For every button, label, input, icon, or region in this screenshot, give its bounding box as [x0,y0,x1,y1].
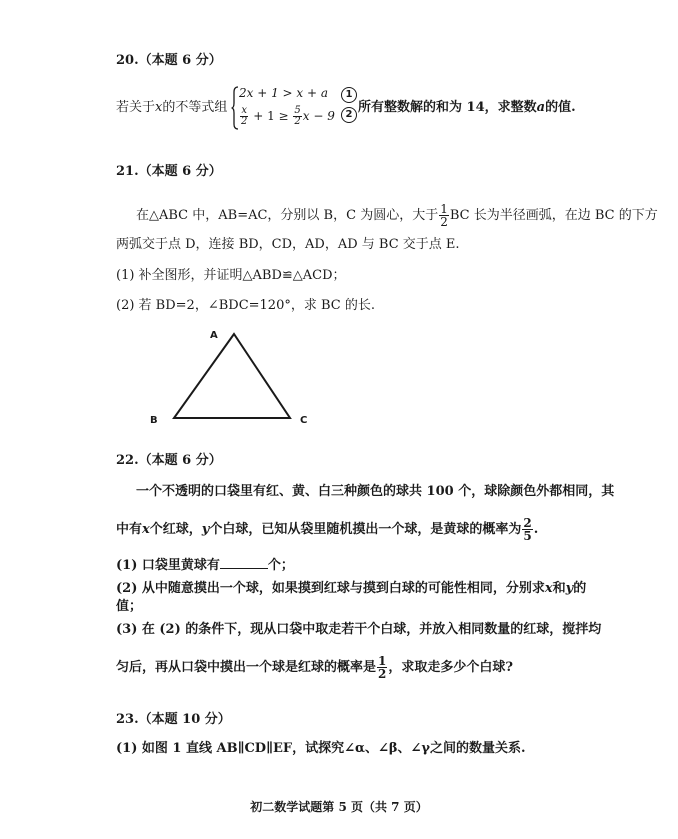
q22-part3: (3) 在 (2) 的条件下，现从口袋中取走若干个白球，并放入相同数量的红球，搅拌均 [116,622,602,637]
q21-line1-b: BC 长为半径画弧，在边 BC 的下方 [449,208,658,223]
q22-var-x: x [142,522,150,537]
q23-part1: (1) 如图 1 直线 AB∥CD∥EF，试探究∠α、∠β、∠γ之间的数量关系. [116,741,526,756]
q21-line2: 两弧交于点 D，连接 BD，CD，AD，AD 与 BC 交于点 E. [116,237,460,252]
q22-part3-c: ，求取走多少个白球? [388,660,513,675]
q22-prob2-num: 1 [378,654,387,668]
inequality-2 [239,106,335,127]
q21-line1 [136,203,658,228]
circled-one-icon: 1 [341,87,357,103]
q21-frac-num: 1 [440,202,448,216]
q22-part3-cont [116,655,513,680]
q22-prob-den: 5 [523,529,532,543]
q22-var-y: y [201,522,210,537]
eq2-frac2-den: 2 [294,116,301,127]
q20-var-a: a [536,100,546,115]
inequality-1: 2x + 1 > x + a [239,86,329,100]
eq2-mid: + 1 ≥ [253,109,289,123]
q20-stem-mid: 的不等式组 [162,100,228,115]
q21-part2: (2) 若 BD=2，∠BDC=120°，求 BC 的长. [116,298,375,313]
q21-line1-a: 在△ABC 中，AB=AC，分别以 B，C 为圆心，大于 [136,208,439,223]
q22-line2 [116,517,538,542]
eq2-frac2-num: 5 [294,105,301,116]
left-brace-icon [231,86,239,130]
inequality-system [231,86,341,130]
eq2-frac-num: x [241,105,247,116]
vertex-label-b: B [150,415,158,426]
q22-header: 22.（本题 6 分） [116,453,222,468]
q22-part2-y: y [565,581,574,596]
q21-frac-den: 2 [440,215,448,229]
q22-line2-a: 中有 [116,522,143,537]
eq2-tail: x − 9 [302,109,335,123]
q22-line2-c: 个白球，已知从袋里随机摸出一个球，是黄球的概率为 [209,522,522,537]
q22-part2 [116,580,586,598]
q22-part1 [116,555,294,575]
q20-stem-suffix-b: 的值. [545,100,576,115]
page-footer: 初二数学试题第 5 页（共 7 页） [250,800,428,814]
q21-part1: (1) 补全图形，并证明△ABD≌△ACD； [116,268,346,283]
q22-prob-num: 2 [523,516,532,530]
q22-part2-b: 的 [573,581,587,596]
q22-line1: 一个不透明的口袋里有红、黄、白三种颜色的球共 100 个，球除颜色外都相同，其 [136,484,615,499]
vertex-label-c: C [300,415,308,426]
q20-stem-prefix [116,99,227,117]
q22-part2-cont: 值； [116,599,143,614]
triangle-abc-figure [140,326,320,426]
q22-part2-and: 和 [552,581,566,596]
q20-header: 20.（本题 6 分） [116,53,222,68]
q22-part3-b: 匀后，再从口袋中摸出一个球是红球的概率是 [116,660,377,675]
circled-two-icon: 2 [341,107,357,123]
q20-stem-suffix [358,99,576,117]
q23-header: 23.（本题 10 分） [116,712,231,727]
q22-prob2-den: 2 [378,667,387,681]
triangle-abc [174,334,290,418]
answer-blank[interactable] [220,555,268,569]
q21-header: 21.（本题 6 分） [116,164,222,179]
q22-part1-b: 个； [267,558,294,573]
q22-part1-a: (1) 口袋里黄球有 [116,558,220,573]
q22-part2-a: (2) 从中随意摸出一个球，如果摸到红球与摸到白球的可能性相同，分别求 [116,581,545,596]
q20-stem-suffix-a: 所有整数解的和为 14，求整数 [358,100,537,115]
eq2-frac-den: 2 [241,116,248,127]
vertex-label-a: A [210,330,218,341]
q20-stem-prefix-text: 若关于 [116,100,156,115]
q22-line2-b: 个红球， [149,522,202,537]
q22-part2-x: x [544,581,553,596]
q22-line2-end: . [533,522,539,537]
q20-var-x: x [155,100,163,115]
